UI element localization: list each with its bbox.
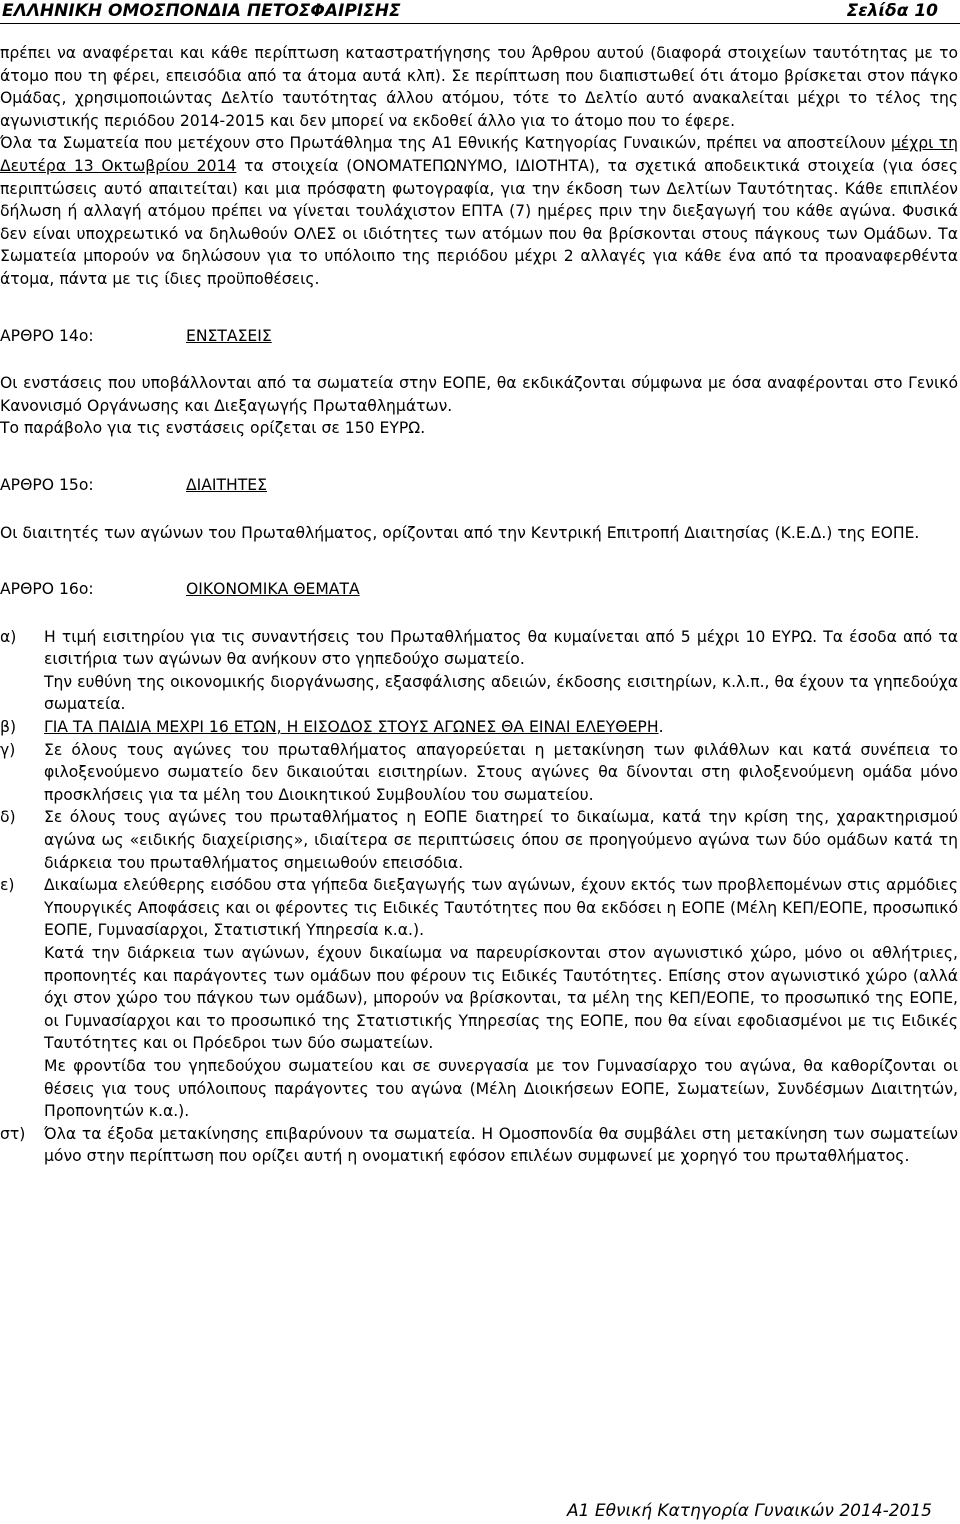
paragraph: Οι ενστάσεις που υποβάλλονται από τα σωματεία στην ΕΟΠΕ, θα εκδικάζονται σύμφωνα με όσα αναφέρονται στο Γενικό Κανονισμό Οργάνωσης και Διεξαγωγής Πρωταθλημάτων. — [0, 374, 958, 415]
paragraph: Την ευθύνη της οικονομικής διοργάνωσης, εξασφάλισης αδειών, έκδοσης εισιτηρίων, κ.λ.π., θα έχουν τα γηπεδούχα σωματεία. — [44, 672, 958, 714]
item-marker: β) — [0, 718, 17, 737]
paragraph: Σε όλους τους αγώνες του πρωταθλήματος η ΕΟΠΕ διατηρεί το δικαίωμα, κατά την κρίση της, χαρακτηρισμού αγώνα ως «ειδικής διαχείρισης», ιδιαίτερα σε περιπτώσεις όπου σε προηγούμενο αγώνα των δύο ομάδων κατά τη διάρκεια του πρωταθλήματος σημειωθούν επεισόδια. — [44, 808, 958, 872]
paragraph: πρέπει να αναφέρεται και κάθε περίπτωση καταστρατήγησης του Άρθρου αυτού (διαφορά στοιχείων ταυτότητας με το άτομο που τη φέρει, επεισόδια από τα άτομα αυτά κλπ). Σε περίπτωση που διαπιστωθεί ότι άτομο βρίσκεται στον πάγκο Ομάδας, χρησιμοποιώντας Δελτίο ταυτότητας άλλου ατόμου, τότε το Δελτίο αυτό ανακαλείται μέχρι το τέλος της αγωνιστικής περιόδου 2014-2015 και δεν μπορεί να εκδοθεί άλλο για το άτομο που το έφερε. — [0, 44, 958, 130]
article-heading-16 — [0, 578, 958, 601]
article-title: ΕΝΣΤΑΣΕΙΣ — [186, 326, 272, 345]
paragraph: Σε όλους τους αγώνες του πρωταθλήματος απαγορεύεται η μετακίνηση των φιλάθλων και κατά συνέπεια το φιλοξενούμενο σωματείο δεν δικαιούται εισιτηρίων. Στους αγώνες θα δίνονται στη φιλοξενούμενη ομάδα μόνο προσκλήσεις για τα μέλη του Διοικητικού Συμβουλίου του σωματείου. — [44, 740, 958, 804]
article-number: ΑΡΘΡΟ 16ο: — [0, 580, 94, 599]
article-number: ΑΡΘΡΟ 15ο: — [0, 475, 94, 494]
text-span: τα στοιχεία (ΟΝΟΜΑΤΕΠΩΝΥΜΟ, ΙΔΙΟΤΗΤΑ), τα σχετικά αποδεικτικά στοιχεία (για όσες περιπτώσεις αυτό απαιτείται) και μια πρόσφατη φωτογραφία, για την έκδοση των Δελτίων Ταυτότητας. Κάθε επιπλέον δήλωση ή αλλαγή ατόμου πρέπει να γίνεται τουλάχιστον ΕΠΤΑ (7) ημέρες πριν την διεξαγωγή του κάθε αγώνα. Φυσικά δεν είναι υποχρεωτικό να δηλωθούν ΟΛΕΣ οι ιδιότητες των ατόμων που θα βρίσκονται στους πάγκους των Ομάδων. Τα Σωματεία μπορούν να δηλώσουν για το υπόλοιπο της περιόδου μέχρι 2 αλλαγές για κάθε ένα από τα προαναφερθέντα άτομα, πάντα με τις ίδιες προϋποθέσεις. — [0, 156, 958, 288]
item-marker: γ) — [0, 740, 16, 759]
paragraph — [44, 716, 958, 739]
item-marker: α) — [0, 627, 17, 646]
paragraph: Με φροντίδα του γηπεδούχου σωματείου και σε συνεργασία με τον Γυμνασίαρχο του αγώνα, θα καθορίζονται οι θέσεις για τους υπόλοιπους παράγοντες του αγώνα (Μέλη Διοικήσεων ΕΟΠΕ, Σωματείων, Συνδέσμων Διαιτητών, Προπονητών κ.α.). — [44, 1056, 958, 1121]
financial-items-list — [0, 626, 958, 1168]
paragraph — [0, 132, 958, 290]
free-entry-text: ΓΙΑ ΤΑ ΠΑΙΔΙΑ ΜΕΧΡΙ 16 ΕΤΩΝ, Η ΕΙΣΟΔΟΣ ΣΤΟΥΣ ΑΓΩΝΕΣ ΘΑ ΕΙΝΑΙ ΕΛΕΥΘΕΡΗ — [44, 718, 659, 737]
paragraph: Κατά την διάρκεια των αγώνων, έχουν δικαίωμα να παρευρίσκονται στον αγωνιστικό χώρο, μόνο οι αθλήτριες, προπονητές και παράγοντες των ομάδων που φέρουν τις Ειδικές Ταυτότητες. Επίσης στον αγωνιστικό χώρο (αλλά όχι στον χώρο του πάγκου των ομάδων), μπορούν να βρίσκονται, τα μέλη της ΚΕΠ/ΕΟΠΕ, το προσωπικό της ΕΟΠΕ, οι Γυμνασίαρχοι και το προσωπικό της Στατιστικής Υπηρεσίας της ΕΟΠΕ, που θα είναι εφοδιασμένοι με τις Ειδικές Ταυτότητες και οι Πρόεδροι των δύο σωματείων. — [44, 944, 958, 1053]
article-heading-15 — [0, 474, 958, 497]
text-span: Όλα τα Σωματεία που μετέχουν στο Πρωτάθλημα της Α1 Εθνικής Κατηγορίας Γυναικών, πρέπει να αποστείλουν — [0, 134, 891, 153]
page-header — [0, 0, 960, 24]
paragraph: Το παράβολο για τις ενστάσεις ορίζεται σε 150 ΕΥΡΩ. — [0, 419, 426, 438]
paragraph: Δικαίωμα ελεύθερης εισόδου στα γήπεδα διεξαγωγής των αγώνων, έχουν εκτός των προβλεπομένων στις αρμόδιες Υπουργικές Αποφάσεις και οι φέροντες τις Ειδικές Ταυτότητες που θα εκδόσει η ΕΟΠΕ (Μέλη ΚΕΠ/ΕΟΠΕ, προσωπικό ΕΟΠΕ, Γυμνασίαρχοι, Στατιστική Υπηρεσία κ.α.). — [44, 876, 958, 940]
text-span: . — [658, 718, 664, 737]
article-title: ΔΙΑΙΤΗΤΕΣ — [186, 475, 268, 494]
list-item — [0, 716, 958, 739]
list-item — [0, 626, 958, 716]
list-item — [0, 1123, 958, 1168]
article-heading-14 — [0, 325, 958, 348]
list-item — [0, 806, 958, 874]
list-item — [0, 739, 958, 807]
page-number: Σελίδα 10 — [846, 1, 938, 21]
list-item — [0, 874, 958, 1123]
article-number: ΑΡΘΡΟ 14ο: — [0, 326, 94, 345]
item-marker: ε) — [0, 876, 15, 895]
paragraph: Οι διαιτητές των αγώνων του Πρωταθλήματος, ορίζονται από την Κεντρική Επιτροπή Διαιτησίας (Κ.Ε.Δ.) της ΕΟΠΕ. — [0, 523, 920, 542]
federation-name: ΕΛΛΗΝΙΚΗ ΟΜΟΣΠΟΝΔΙΑ ΠΕΤΟΣΦΑΙΡΙΣΗΣ — [2, 1, 401, 21]
article-title: ΟΙΚΟΝΟΜΙΚΑ ΘΕΜΑΤΑ — [186, 580, 360, 599]
document-body — [0, 42, 958, 1168]
item-marker: δ) — [0, 808, 16, 827]
item-marker: στ) — [0, 1124, 26, 1143]
paragraph: Η τιμή εισιτηρίου για τις συναντήσεις του Πρωταθλήματος θα κυμαίνεται από 5 μέχρι 10 ΕΥΡΩ. Τα έσοδα από τα εισιτήρια των αγώνων θα ανήκουν στο γηπεδούχο σωματείο. — [44, 627, 958, 669]
page-footer: Α1 Εθνική Κατηγορία Γυναικών 2014-2015 — [567, 1501, 932, 1521]
deadline-text: μέχρι τη Δευτέρα 13 Οκτωβρίου 2014 — [0, 134, 958, 175]
paragraph: Όλα τα έξοδα μετακίνησης επιβαρύνουν τα σωματεία. Η Ομοσπονδία θα συμβάλει στη μετακίνηση των σωματείων μόνο στην περίπτωση που ορίζει αυτή η ονοματική εφόσον επιλέων συμφωνεί με χορηγό του πρωταθλήματος. — [44, 1124, 958, 1166]
